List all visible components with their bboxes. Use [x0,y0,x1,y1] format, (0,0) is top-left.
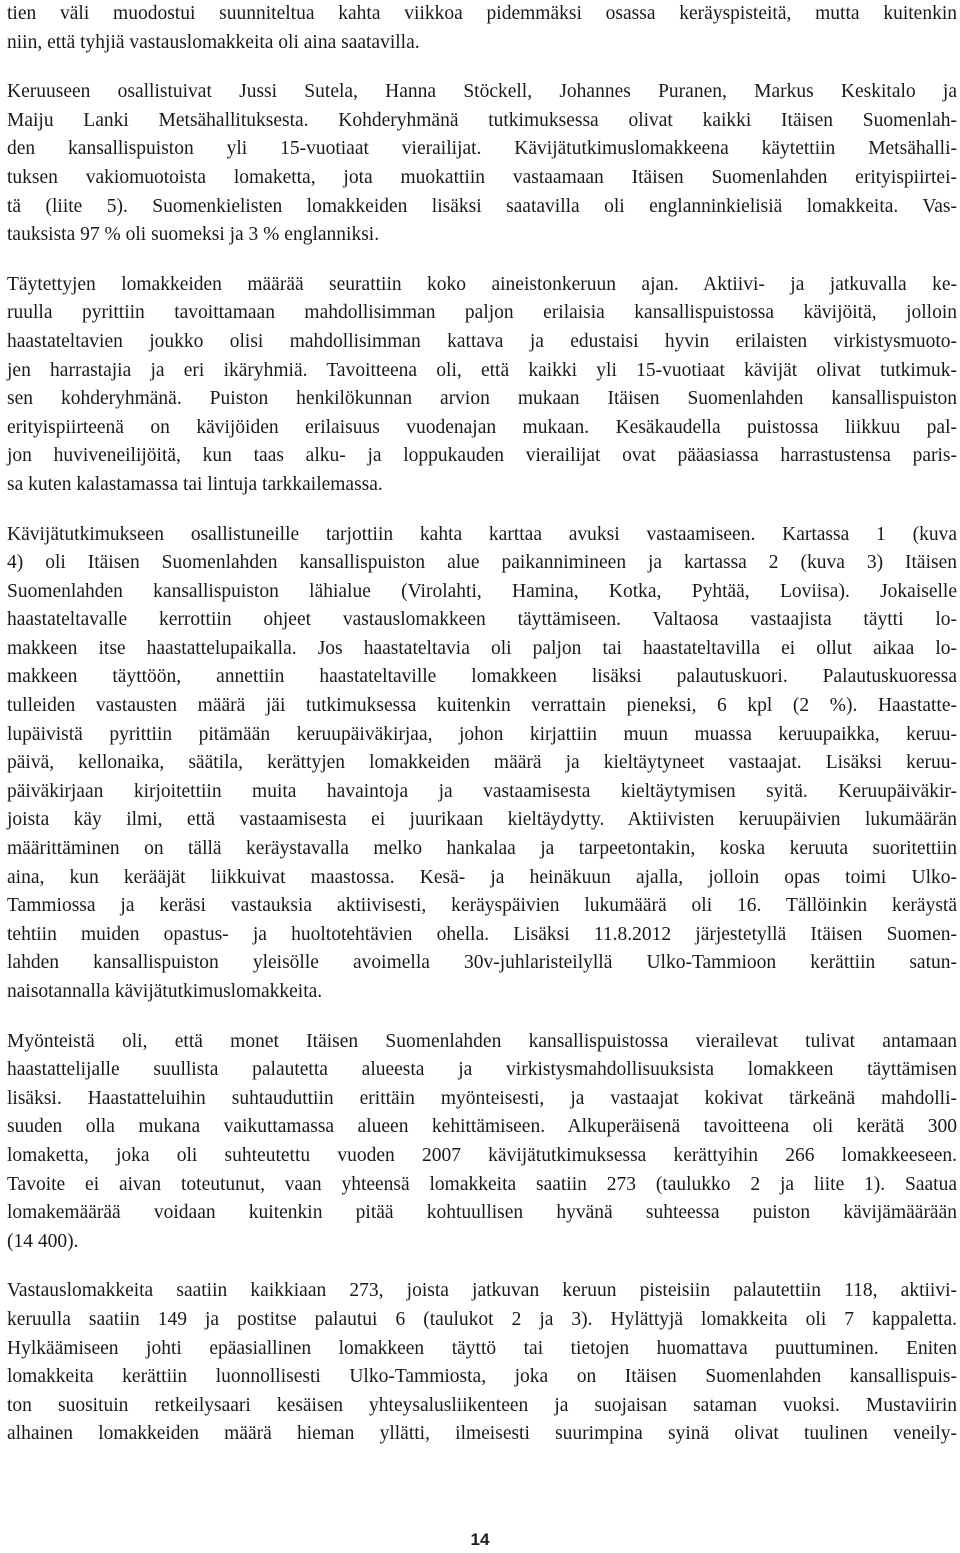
text-line: lomakkeita kerättiin luonnollisesti Ulko-Tammiosta, joka on Itäisen Suomenlahden kansallispuis- [7,1366,957,1388]
text-line: Hylkäämiseen johti epäasiallinen lomakkeen täyttö tai tietojen huomattava puuttuminen. Eniten [7,1337,957,1359]
text-line: määrittäminen on tällä keräystavalla melko hankalaa ja tarpeetontakin, koska keruuta suoritettiin [7,838,957,860]
text-line: keruulla saatiin 149 ja postitse palautui 6 (taulukot 2 ja 3). Hylättyjä lomakkeita oli 7 kappaletta. [7,1308,957,1330]
text-line: aina, kun kerääjät liikkuivat maastossa. Kesä- ja heinäkuun ajalla, jolloin opas toimi Ulko- [7,866,957,888]
text-line: haastateltavalle kerrottiin ohjeet vastauslomakkeen täyttämiseen. Valtaosa vastaajista täytti lo- [7,609,957,631]
text-line: Vastauslomakkeita saatiin kaikkiaan 273, joista jatkuvan keruun pisteisiin palautettiin 118, aktiivi- [7,1280,957,1302]
text-line: sen kohderyhmänä. Puiston henkilökunnan arvion mukaan Itäisen Suomenlahden kansallispuiston [7,388,957,410]
paragraph-4 [7,521,957,1007]
paragraph-2 [7,78,957,250]
text-line: päiväkirjaan kirjoitettiin muita havaintoja ja vastaamisesta kieltäytymisen syitä. Keruupäiväkir- [7,780,957,802]
text-line: lisäksi. Haastatteluihin suhtauduttiin erittäin myönteisesti, ja vastaajat kokivat tärkeänä mahdolli- [7,1087,957,1109]
text-line: Täytettyjen lomakkeiden määrää seurattiin koko aineistonkeruun ajan. Aktiivi- ja jatkuvalla ke- [7,273,957,295]
text-line: päivä, kellonaika, säätila, kerättyjen lomakkeiden määrä ja kieltäytyneet vastaajat. Lisäksi keruu- [7,752,957,774]
paragraph-gap [7,500,957,521]
text-line: tuksen vakiomuotoista lomaketta, jota muokattiin vastaamaan Itäisen Suomenlahden erityispiirtei- [7,166,957,188]
text-line: jen harrastajia ja eri ikäryhmiä. Tavoitteena oli, että kaikki yli 15-vuotiaat kävijät olivat tutkimuk- [7,359,957,381]
text-line: den kansallispuiston yli 15-vuotiaat vierailijat. Kävijätutkimuslomakkeena käytettiin Metsähalli- [7,138,957,160]
page-number: 14 [470,1530,490,1549]
document-page [7,0,957,1449]
text-line: 4) oli Itäisen Suomenlahden kansallispuiston alue paikannimineen ja kartassa 2 (kuva 3) Itäisen [7,552,957,574]
text-line: tä (liite 5). Suomenkielisten lomakkeiden lisäksi saatavilla oli englanninkielisiä lomakkeita. Vas- [7,195,957,217]
text-line: lomaketta, joka oli suhteutettu vuoden 2007 kävijätutkimuksessa kerättyihin 266 lomakkeeseen. [7,1144,957,1166]
text-line: lupäivistä pyrittiin pitämään keruupäiväkirjaa, johon kirjattiin muun muassa keruupaikka, keruu- [7,723,957,745]
text-line: lomakemäärää voidaan kuitenkin pitää kohtuullisen hyvänä suhteessa puiston kävijämäärään [7,1202,957,1224]
text-line: joista käy ilmi, että vastaamisesta ei juurikaan kieltäydytty. Aktiivisten keruupäivien lukumäärän [7,809,957,831]
text-line: ruulla pyrittiin tavoittamaan mahdollisimman paljon erilaisia kansallispuistossa kävijöitä, jolloin [7,302,957,324]
text-line: ton suosituin retkeilysaari kesäisen yhteysalusliikenteen ja suojaisan sataman vuoksi. Mustaviirin [7,1394,957,1416]
text-line: tauksista 97 % oli suomeksi ja 3 % englanniksi. [7,224,380,246]
text-line: niin, että tyhjiä vastauslomakkeita oli aina saatavilla. [7,31,420,53]
text-line: tulleiden vastausten määrä jäi tutkimuksessa kuitenkin verrattain pieneksi, 6 kpl (2 %). Haastatte- [7,695,957,717]
paragraph-3 [7,271,957,500]
text-line: (14 400). [7,1230,79,1252]
text-line: haastattelijalle suullista palautetta alueesta ja virkistysmahdollisuuksista lomakkeen täyttämisen [7,1059,957,1081]
text-line: jon huviveneilijöitä, kun taas alku- ja loppukauden vierailijat ovat pääasiassa harrastustensa paris- [7,445,957,467]
paragraph-gap [7,250,957,271]
paragraph-gap [7,57,957,78]
text-line: Maiju Lanki Metsähallituksesta. Kohderyhmänä tutkimuksessa olivat kaikki Itäisen Suomenlah- [7,109,957,131]
text-line: Keruuseen osallistuivat Jussi Sutela, Hanna Stöckell, Johannes Puranen, Markus Keskitalo ja [7,81,957,103]
paragraph-gap [7,1256,957,1277]
text-line: makkeen itse haastattelupaikalla. Jos haastateltavia oli paljon tai haastateltavilla ei ollut aikaa lo- [7,637,957,659]
text-line: naisotannalla kävijätutkimuslomakkeita. [7,981,323,1002]
paragraph-1 [7,0,957,57]
text-line: Myönteistä oli, että monet Itäisen Suomenlahden kansallispuistossa vierailevat tulivat antamaan [7,1030,957,1052]
text-line: makkeen täyttöön, annettiin haastateltaville lomakkeen lisäksi palautuskuori. Palautuskuoressa [7,666,957,688]
text-line: alhainen lomakkeiden määrä hieman yllätti, ilmeisesti suurimpina syinä olivat tuulinen veneily- [7,1423,957,1445]
text-line: suuden olla mukana vaikuttamassa alueen kehittämiseen. Alkuperäisenä tavoitteena oli kerätä 300 [7,1116,957,1138]
text-line: Suomenlahden kansallispuiston lähialue (Virolahti, Hamina, Kotka, Pyhtää, Loviisa). Jokaiselle [7,580,957,602]
text-line: sa kuten kalastamassa tai lintuja tarkkailemassa. [7,473,383,495]
text-line: erityispiirteenä on kävijöiden erilaisuus vuodenajan mukaan. Kesäkaudella puistossa liikkuu pal- [7,416,957,438]
text-line: tien väli muodostui suunniteltua kahta viikkoa pidemmäksi osassa keräyspisteitä, mutta kuitenkin [7,3,957,24]
text-line: Kävijätutkimukseen osallistuneille tarjottiin kahta karttaa avuksi vastaamiseen. Kartassa 1 (kuva [7,523,957,545]
paragraph-gap [7,1007,957,1028]
paragraph-5 [7,1028,957,1257]
text-line: Tavoite ei aivan toteutunut, vaan yhteensä lomakkeita saatiin 273 (taulukko 2 ja liite 1). Saatua [7,1173,957,1195]
paragraph-6 [7,1277,957,1449]
text-line: haastateltavien joukko olisi mahdollisimman kattava ja edustaisi hyvin erilaisten virkistysmuoto- [7,330,957,352]
text-line: lahden kansallispuiston yleisölle avoimella 30v-juhlaristeilyllä Ulko-Tammioon kerättiin satun- [7,952,957,974]
text-line: Tammiossa ja keräsi vastauksia aktiivisesti, keräyspäivien lukumäärä oli 16. Tällöinkin keräystä [7,895,957,917]
text-line: tehtiin muiden opastus- ja huoltotehtävien ohella. Lisäksi 11.8.2012 järjestetyllä Itäisen Suomen- [7,923,957,945]
